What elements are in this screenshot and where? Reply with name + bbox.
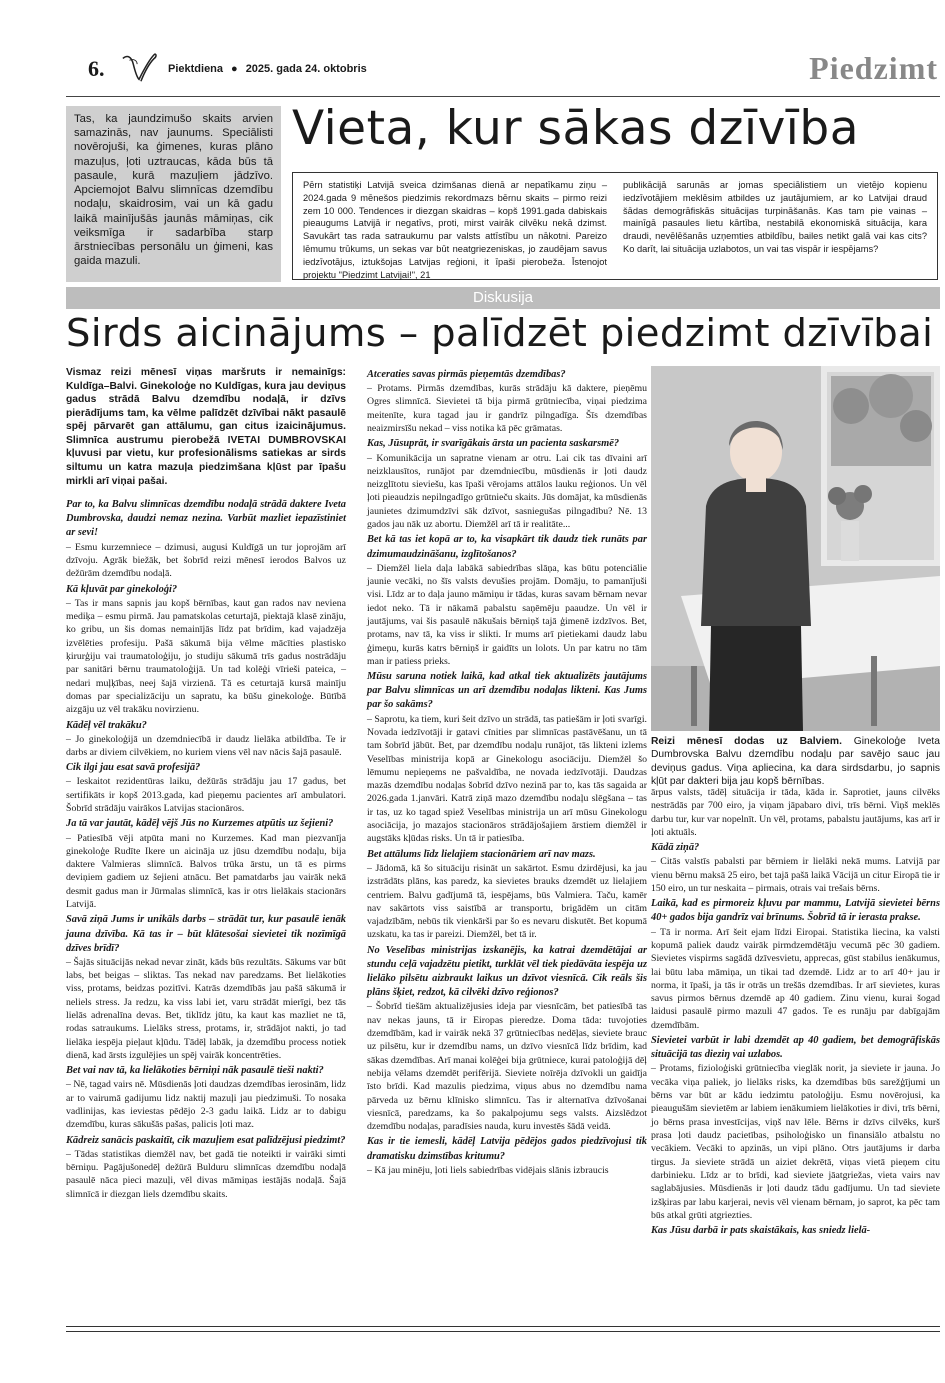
photo-illustration: [651, 366, 940, 731]
photo-caption: [651, 735, 940, 789]
interview-question: Par to, ka Balvu slimnīcas dzemdību nodaļā strādā daktere Iveta Dumbrovska, daudzi nemaz nezina. Varbūt mazliet iepazīstiniet ar sevi!: [66, 499, 346, 539]
interview-answer: – Tādas statistikas diemžēl nav, bet gadā tie noteikti ir vairāki simti bērniņu. Pagājušonedēļ dežūrā Bulduru slimnīcas dzemdību nodaļā pasaulē nāca pieci mazuļi, vēl divas māmiņas iestājās nodaļā. Šajā slimnīcā ir diezgan liels dzemdību skaits.: [66, 1148, 346, 1200]
interview-question: Ja tā var jautāt, kādēļ vējš Jūs no Kurzemes atpūtis uz šejieni?: [66, 818, 334, 830]
interview-question: Bet attālums līdz lielajiem stacionāriem arī nav mazs.: [367, 848, 596, 860]
footer-divider: [66, 1326, 940, 1327]
page-number: 6.: [88, 56, 105, 81]
project-lead-box: [292, 172, 938, 280]
caption-text: Ginekoloģe Iveta Dumbrovska Balvu dzemdību nodaļu par savējo sauc jau deviņus gadus. Viņa apliecina, ka dara sirdsdarbu, jo sapnis kļūt par dakteri bija jau kopš bērnības.: [651, 736, 941, 788]
interview-question: Bet kā tas iet kopā ar to, ka visapkārt tik daudz tiek runāts par dzimumaudzināšanu, izglītošanos?: [367, 534, 647, 560]
interview-question: Sievietei varbūt ir labi dzemdēt ap 40 gadiem, bet demogrāfiskās situācijā tas dieziŋ vai uzlabos.: [651, 1035, 940, 1061]
interview-answer: – Citās valstīs pabalsti par bērniem ir lielāki nekā mums. Latvijā par vienu bērnu maksā 25 eiro, bet tajā pašā laikā Vācijā un citur Eiropā tie ir 150 eiro, un tur neskaita – pirmais, otrais vai trešais bērns.: [651, 856, 940, 895]
interview-answer: – Komunikācija un sapratne vienam ar otru. Lai cik tas dīvaini arī neizklausītos, runājot par dzemdniecību, mūsdienās ir ļoti daudz neizglītotu sieviešu, kas īpaši vērojams attālos lauku reģionos. Un vēl ļoti pieaudzis nepilngadīgo grūtnieču skaits. Jūs domājat, ka mūsdienās jaunietes dzimumdzīvi sāk dzīvot, sasniegušas pilngadību? Nē. 13 gados jau nāk uz abortu. Diemžēl arī tā ir realitāte...: [367, 452, 647, 531]
page-header: [88, 50, 938, 90]
main-headline: Vieta, kur sākas dzīvība: [292, 101, 860, 156]
interview-answer: – Ieskaitot rezidentūras laiku, dežūrās strādāju jau 17 gadus, bet sertifikāts ir kopš 2013.gada, kad pieņemu pacientes arī ambulatori. Šobrīd strādāju vairākos Latvijas stacionāros.: [66, 776, 346, 815]
qa-list-column-2: [367, 368, 647, 1177]
interview-answer: – Patiesībā vēji atpūta mani no Kurzemes. Kad man piezvanīja ginekoloģe Rudīte Ikere un aicināja uz jūsu dzemdību nodaļu, bija daktere Valmieras slimnīcā. Balvos trūka ārstu, un tā es pirms deviņiem gadiem uz šejieni atnācu. Bet pamatdarbs jau vairāk nekā desmit gadus man ir Jūrmalas slimnīcā, kas ir otrs lielākais stacionārs Latvijā.: [66, 832, 346, 911]
interview-answer: – Nē, tagad vairs nē. Mūsdienās ļoti daudzas dzemdības ierosinām, lidz ar to vairumā gadijumu lidz naktij mazuļi jau piedzimuši. To nosaka vadlinijas, kas ieviestas pēdējo 2-3 gadu laikā. Lidz ar to dabigu dzemdību, kuras sākušās pašas, palicis ļoti maz.: [66, 1079, 346, 1131]
article-body: [66, 366, 940, 1316]
interview-answer: – Saprotu, ka tiem, kuri šeit dzīvo un strādā, tas patiešām ir ļoti svarīgi. Novada iedzīvotāji ir gatavi cīnities par slimnīcas pastāvēšanu, un tā tam šobrīd jābūt. Bet, par dzemdību nodaļu runājot, tās likteni izlems Veselības ministrija kopā ar Ginekologu asociāciju. Diemžēl šo lēmumu nepieņems ne pašvaldība, ne novada iedzīvotāji. Daudzas mazās dzemdību nodaļas šobrīd dzīvo nezinā par to, kas tās sagaida ar 2026.gada 1.janvāri. Katrā ziņā mazo dzemdību nodaļu slēgšana – tas ir tas, uz ko tagad spiež Veselības ministrija un arī mūsu Ginekologu asociācija, jo mazajos stacionāros strādājošajiem ārstiem diemžēl ir augstāks kļūdas risks. Un tā ir patiesība.: [367, 713, 647, 845]
interview-answer: – Protams. Pirmās dzemdības, kurās strādāju kā daktere, pieņēmu Ogres slimnīcā. Sievietei tā bija pirmā grūtniecība, viņai piedzima meitenīte, kura tagad jau ir gandrīz pilngadīga. Šīs dzemdības neaizmirsīšu nekad – viss notika kā pēc grāmatas.: [367, 383, 647, 435]
interview-answer: – Tas ir mans sapnis jau kopš bērnības, kaut gan rados nav neviena mediķa – esmu pirmā. Jau pamatskolas ceturtajā, piektajā klasē zināju, ko gribu, un šis domas nemainījās līdz pat brīdim, kad vajadzēja izvēlēties profesiju. Pašā sākumā bija vēlme mācīties plastisko ķirurģiju vai traumatoloģiju, jo studiju sākumā trīs gadus nostrādāju par sanitāri bērnu traumatoloģijā. Un tad kolēģi vīrieši pateica, – nedari muļķības, neej šajā virzienā. Tā es ceturtajā kursā mainīju domas par specializāciju un sapratu, ka būšu ginekoloģe. Būtībā aizgāju uz vēl trakāku novirzienu.: [66, 597, 346, 716]
interview-answer: – Kā jau minēju, ļoti liels sabiedrības vidējais slānis izbraucis: [367, 1164, 609, 1176]
weekday: Piektdiena: [168, 63, 224, 75]
header-divider: [66, 96, 940, 97]
footer-divider-2: [66, 1331, 940, 1332]
newspaper-logo-icon: [120, 50, 158, 84]
interview-question: No Veselības ministrijas izskanējis, ka katrai dzemdētājai ar stundu ceļā vajadzētu pietikt, turklāt vēl tiek piedāvāta iespēja uz lielāko pilsētu aizbraukt laikus un dzīvot viesnīcā. Cik reāls šis plāns šķiet, redzot, kā cilvēki dzīvo reģionos?: [367, 944, 647, 999]
interview-question: Savā ziņā Jums ir unikāls darbs – strādāt tur, kur pasaulē ienāk jauna dzīvība. Kā tas ir – būt klātesošai sievietei tik nozīmīgā dzīves brīdī?: [66, 914, 346, 954]
interview-question: Kas, Jūsuprāt, ir svarīgākais ārsta un pacienta saskarsmē?: [367, 438, 620, 450]
caption-lead: Reizi mēnesī dodas uz Balviem.: [651, 736, 842, 747]
interview-answer: – Tā ir norma. Arī šeit ejam līdzi Eiropai. Statistika liecina, ka valsti kopumā paliek daudz vairāk pirmdzemdētāju vecumā pēc 30 gadiem. Sievietes vispirms sagādā dzīvesvietu, apprecas, gūst stabilus ienākumus, lai būtu laba māmiņa, un tikai tad dzemdē. Lidz ar to arī 40+ jau ir norma, it īpaši, ja tās ir otrās un trešās dzemdības. Ir arī sievietes, kuras savus pirmos bērnus dzemdē ap 40 gadiem. Zinu vienu, kurai šogad laidusi pasaulē pirmo mazuli 47 gados. Te es runāju par dabīgajām dzemdībām.: [651, 926, 940, 1031]
interview-answer: – Esmu kurzemniece – dzimusi, augusi Kuldīgā un tur joprojām arī dzīvoju. Agrāk biežāk, bet šobrīd reizi mēnesī ierodos Balvos uz dežūrām dzemdību nodaļā.: [66, 541, 346, 580]
interview-question: Atceraties savas pirmās pieņemtās dzemdības?: [367, 369, 566, 380]
interview-question: Kā kļuvāt par ginekoloģi?: [66, 583, 178, 595]
interview-answer: – Šobrīd tiešām aktualizējusies ideja par viesnīcām, bet patiesībā tas nav nekas jauns, tā ir Eiropas pieredze. Doma tāda: tuvojoties dzemdībām, kad ir vairāk nekā 37 grūtniecības nedēļas, sieviete brauc uz pilsētu, kur ir dzemdību nams, un dzīvo viesnīcā līdz brīdim, kad sākas dzemdības. Arī manai kolēģei bija grūtniece, kurai patoloģijā dēļ nebija vēlams dzemdēt perifērijā. Sieviete noīrēja dzīvokli un gaidīja īsto brīdi. Kad mazulis piedzima, viņus abus no dzemdību nama pārveda uz bērnu klīnisko slimnīcu. Tas ir alternatīva dzīvošanai viesnīcā, paredzams, ka šo pakalpojumu segs valsts. Aizslēdzot dzemdību nodaļas, paradīsies nauda, kuru investēs šādā veidā.: [367, 1001, 647, 1133]
qa-list-column-3: [651, 786, 940, 1238]
article-headline: Sirds aicinājums – palīdzēt piedzimt dzīvībai: [66, 311, 934, 356]
interview-question: Laikā, kad es pirmoreiz kļuvu par mammu, Latvijā sievietei bērns 40+ gados bija gandrīz vai brīnums. Šobrīd tā ir ierasta prakse.: [651, 898, 940, 924]
issue-date: 2025. gada 24. oktobris: [245, 63, 367, 75]
intro-box: Tas, ka jaundzimušo skaits arvien samazinās, nav jaunums. Speciālisti novērojuši, ka ģimenes, kuras plāno mazuļus, ļoti uztraucas, kāda būs tā pasaule, kurā mazuļiem jādzīvo. Apciemojot Balvu slimnīcas dzemdību nodaļu, skaidrosim, vai un kā gadu laikā mainījušās jaunās māmiņas, cik veiksmīga ir sadarbība starp ārstniecības personālu un ģimeni, kas gaida mazuli.: [66, 106, 281, 282]
column-2: [367, 366, 647, 1177]
interview-answer: – Šajās situācijās nekad nevar zināt, kāds būs rezultāts. Sākums var būt labs, bet beigas – sliktas. Tas nekad nav paredzams. Bet lielākoties viss, protams, beidzas pozitīvi. Katrās dzemdībās jau pašā sākumā ir neliels stress. Ja redzu, ka viss labi iet, varu strādāt mierīgi, bez tās lielās adrenalīna devas. Bet, tiklīdz jūtu, ka kaut kas mazliet ne tā, rodas satraukums. Lielāks stress, protams, ir, strādājot nakti, jo tad lielāka iespēja pieļaut kļūdu. Tādēļ labāk, ja dzemdību process notiek dienā, kad ārsts izgulējies un spēj vairāk koncentrēties.: [66, 956, 346, 1061]
interview-question: Kas ir tie iemesli, kādēļ Latvija pēdējos gados piedzīvojusi tik dramatisku dzimstības kritumu?: [367, 1136, 647, 1162]
interview-answer: – Protams, fizioloģiski grūtniecība vieglāk norit, ja sieviete ir jauna. Jo vecāka viņa paliek, jo lielāks risks, ka dzemdības būs sarežģījumi un bērns var būt ar kādu iedzimtu patoloģiju. Esmu novērojusi, ka pieaugušām sievietēm ar labiem ienākumiem lielākoties ir divi, trīs bērni, jo bērns prasa investīcijas, viņš nav lēle. Bērns ir dzīvs cilvēks, kurš prasa ļoti daudz pacietības, psiholoģisko un finansiālo atbalstu no vecākiem. Vecāki to apzinās, un vipi plāno. Otrs jautājums ir darba tirgus. Ja sieviete strādā un aiziet dekrētā, viņas vietā pieņem citu darbinieku. Līdz ar to brīdi, kad sieviete jāatgriežas, vieta vairs nav saglabājusies. Mūsdienās ir ļoti daudz tādu gadījumu. Un tad sieviete izšķiras par labu karjerai, nevis vēl vienam bērnam, jo saprot, ka pēc tam būs atkal grūti atgriezties.: [651, 1063, 940, 1221]
interview-question: Kādēļ vēl trakāku?: [66, 719, 147, 731]
dateline: [168, 63, 367, 75]
interview-question: Bet vai nav tā, ka lielākoties bērniņi nāk pasaulē tieši nakti?: [66, 1065, 324, 1077]
portrait-photo: [651, 366, 940, 731]
lead-column-1: Pērn statistiķi Latvijā sveica dzimšanas dienā ar nepatīkamu ziņu – 2024.gada 9 mēnešos piedzimis rekordmazs bērnu skaits – pirmo reizi zem 10 000. Tendences ir diezgan skaidras – kopš 1991.gada dabiskais pieaugums Latvijā ir negatīvs, proti, mirst vairāk cilvēku nekā dzimst. Savukārt tas rada satraukumu par valsts attīstību un nākotni. Pareizo lēmumu trūkums, un sekas var būt neatgriezeniskas, jo zaudējam savus iedzīvotājus, iztukšojas Latvijas reģioni, it īpaši pierobeža. Īstenojot projektu "Piedzimt Latvijai!", 21: [303, 180, 607, 280]
interview-question: Kādā ziņā?: [651, 842, 700, 854]
interview-question: Kas Jūsu darbā ir pats skaistākais, kas sniedz lielā-: [651, 1225, 871, 1237]
lead-column-2: publikācijā sarunās ar jomas speciālistiem un vietējo kopienu iedzīvotājiem meklēsim atbildes uz jautājumiem, ar ko Latvijai draud šādas demogrāfiskās situācijas turpināšanās. Kas tam pie vainas – mainīgā pasaules lietu kārtība, nestabilā ekonomiskā situācija, kara draudi, nevēlēšanās uzņemties atbildību, bailes netikt galā vai kas cits? Ko darīt, lai situācija uzlabotos, un vai tas vispār ir iespējams?: [623, 180, 927, 255]
column-1: [66, 366, 346, 1201]
interview-answer: – Jādomā, kā šo situāciju risināt un sakārtot. Esmu dzirdējusi, ka jau izstrādāts plāns, kas paredz, ka sievietes brauks dzemdēt uz lielajiem centriem. Balvu gadījumā tā, iespējams, būs Valmiera. Taču, kamēr nav sakārtots viss saistībā ar transportu, brigādēm un citām vajadzībām, nebūs tik vienkārši par šo es nevaru diskutēt. Bet kopumā uzskatu, ka tas ir pareizi. Diemžēl, bet tā ir.: [367, 862, 647, 941]
section-title: Piedzimt: [809, 50, 938, 86]
qa-list-column-1: [66, 498, 346, 1201]
interview-answer: – Jo ginekoloģijā un dzemdniecībā ir daudz lielāka atbildība. Te ir darbs ar diviem cilvēkiem, no kuriem viens vēl nav nācis šajā pasaulē.: [66, 733, 346, 758]
interview-question: Cik ilgi jau esat savā profesijā?: [66, 762, 201, 774]
interview-question: Mūsu saruna notiek laikā, kad atkal tiek aktualizēts jautājums par Balvu slimnīcas un arī dzemdību nodaļas likteni. Kas Jums par šo sakāms?: [367, 671, 647, 711]
interview-answer: ārpus valsts, tādēļ situācija ir tāda, kāda ir. Saprotiet, jauns cilvēks nestrādās par 700 eiro, ja viņam jāpabaro divi, trīs bērni. Viņš meklēs darbu tur, kur var nopelnīt. Un vēl, protams, pabalstu jautājums, kas arī ir ļoti aktuāls.: [651, 787, 940, 838]
standfirst: Vismaz reizi mēnesī viņas maršruts ir nemainīgs: Kuldīga–Balvi. Ginekoloģe no Kuldīgas, kura jau deviņus gadus strādā Balvu dzemdību nodaļā, ir dzīvs pierādījums tam, ka vēlme palīdzēt dzīvībai nākt pasaulē spēj pārvarēt gan attālumu, gan citus izaicinājumus. Slimnīca austrumu pierobežā IVETAI DUMBROVSKAI kļuvusi par vietu, kur profesionālisms satiekas ar sirds siltumu un katra mazuļa piedzimšana kļūst par īpašu mirkli arī viņai pašai.: [66, 367, 346, 487]
interview-question: Kādreiz sanācis paskaitīt, cik mazuļiem esat palīdzējusi piedzimt?: [66, 1134, 346, 1146]
kicker-bar: Diskusija: [66, 287, 940, 309]
bullet-icon: ●: [231, 63, 238, 75]
interview-answer: – Diemžēl liela daļa labākā sabiedrības slāņa, kas būtu potenciālie jaunie vecāki, no šīs valsts devušies projām. Domāju, to pamanījuši visi. Līdz ar to daļa jauno māmiņu ir tādas, kuras savam bērnam nevar iedot neko. Tā ir nākamā pabalstu saņēmēju paaudze. Un vēl ir jautājums, vai šis pasaulē nākušais bērniņš tajā ģimenē izdzīvos. Bet, protams, nav tā, ka viss ir slikti. Ir mums arī pietiekami daudz labu ģimeņu, kurās katrs bērniņš ir gaidīts un lolots. Un par katru no tām man ir patiess prieks.: [367, 562, 647, 667]
